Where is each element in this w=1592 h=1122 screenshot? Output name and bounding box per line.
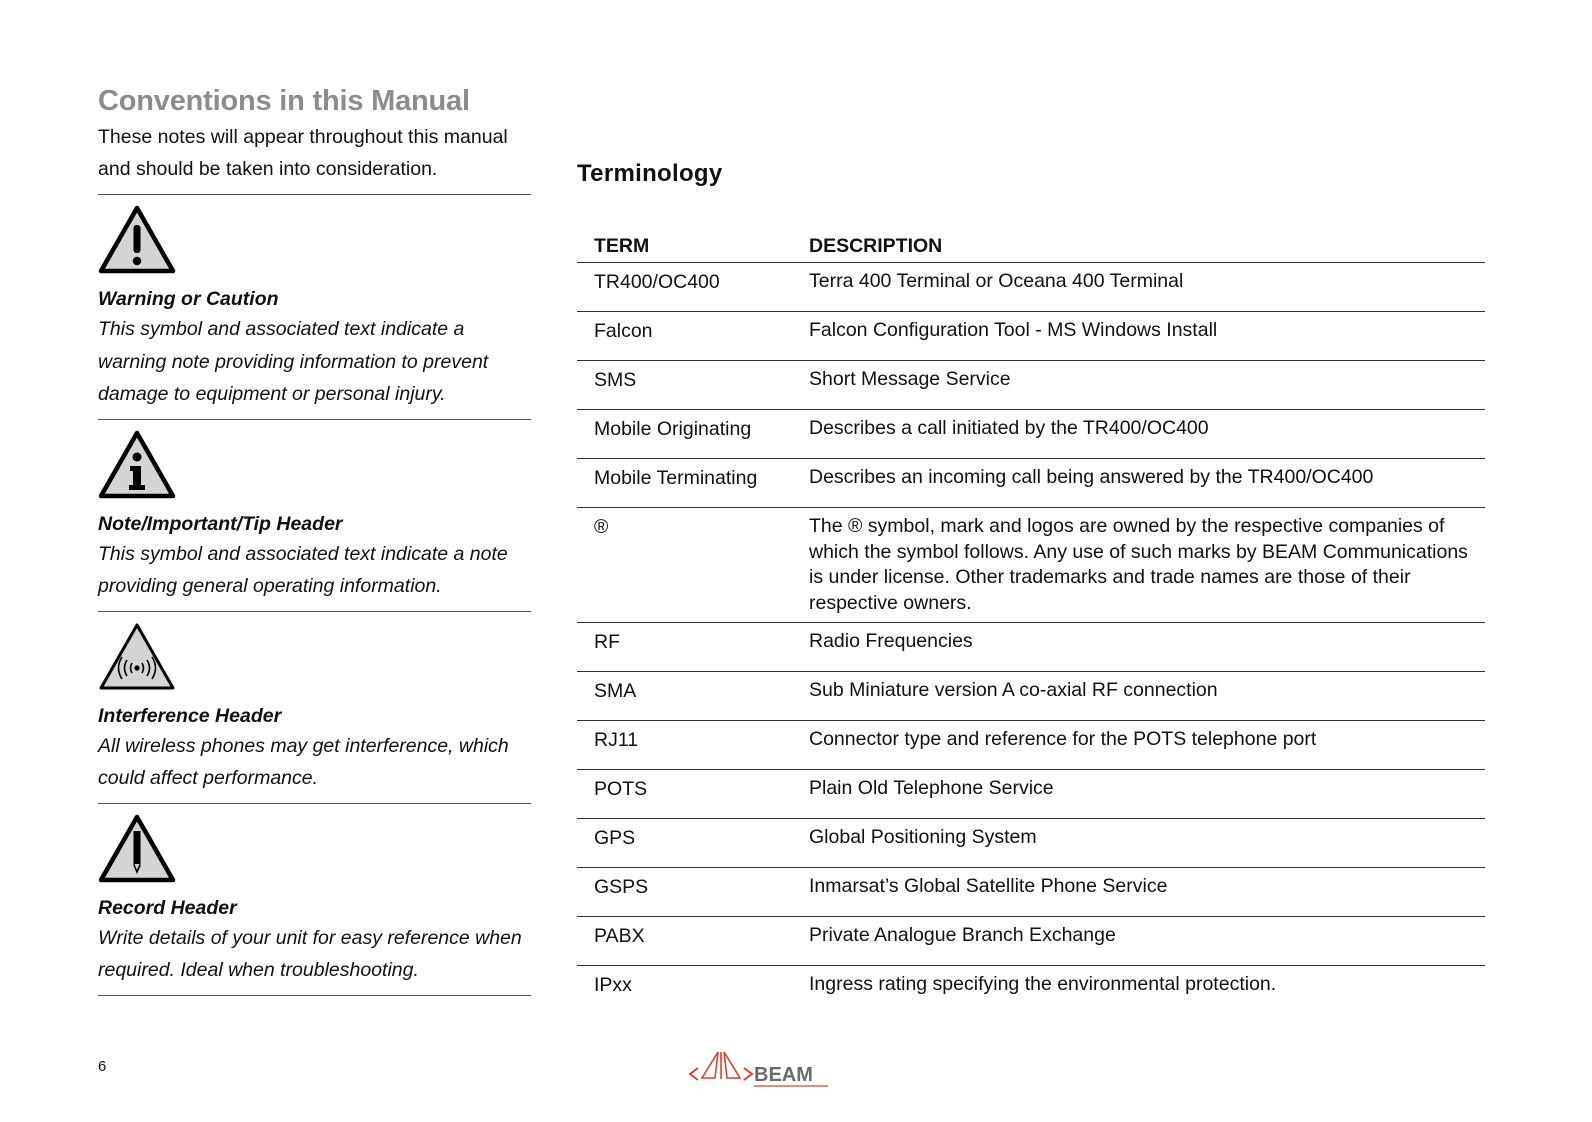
table-row [577, 459, 1485, 508]
table-row [577, 966, 1485, 1015]
beam-logo [688, 1048, 848, 1090]
interference-icon [98, 622, 176, 692]
table-row [577, 312, 1485, 361]
text-line: All wireless phones may get interference, which [98, 734, 509, 757]
convention-heading: Record Header [98, 896, 237, 919]
description-cell: Sub Miniature version A co-axial RF connection [792, 672, 1485, 721]
term-cell: GPS [577, 819, 792, 868]
description-cell: Plain Old Telephone Service [792, 770, 1485, 819]
text-line: warning note providing information to prevent [98, 350, 489, 373]
convention-heading: Note/Important/Tip Header [98, 512, 343, 535]
text-line: damage to equipment or personal injury. [98, 383, 446, 405]
convention-record [98, 804, 531, 995]
table-row [577, 819, 1485, 868]
table-row [577, 263, 1485, 312]
term-cell: POTS [577, 770, 792, 819]
term-column-header: TERM [577, 224, 792, 263]
term-cell: ® [577, 508, 792, 623]
terminology-title: Terminology [577, 160, 723, 187]
term-cell: IPxx [594, 974, 632, 996]
description-cell: Ingress rating specifying the environmental protection. [809, 973, 1277, 995]
page-number: 6 [98, 1058, 107, 1075]
warning-icon [98, 205, 176, 275]
description-cell: Global Positioning System [792, 819, 1485, 868]
convention-text [98, 313, 531, 411]
term-cell: TR400/OC400 [577, 263, 792, 312]
convention-heading: Interference Header [98, 704, 282, 727]
terminology-section [577, 154, 1485, 1014]
term-cell: GSPS [577, 868, 792, 917]
term-cell: Falcon [577, 312, 792, 361]
term-cell: PABX [577, 917, 792, 966]
table-header-row [577, 224, 1485, 263]
description-cell: Radio Frequencies [792, 623, 1485, 672]
text-line: providing general operating information. [98, 575, 442, 597]
text-line: This symbol and associated text indicate a note [98, 542, 508, 565]
term-cell: RJ11 [577, 721, 792, 770]
convention-heading: Warning or Caution [98, 288, 279, 310]
description-cell: Inmarsat’s Global Satellite Phone Service [792, 868, 1485, 917]
convention-text [98, 538, 531, 603]
description-cell: Private Analogue Branch Exchange [792, 917, 1485, 966]
convention-text [98, 922, 531, 987]
text-line: could affect performance. [98, 767, 319, 789]
intro-line-1: These notes will appear throughout this manual [98, 126, 508, 148]
table-row [577, 721, 1485, 770]
conventions-title: Conventions in this Manual [98, 85, 470, 117]
convention-note [98, 420, 531, 611]
description-cell: Terra 400 Terminal or Oceana 400 Terminal [792, 263, 1485, 312]
convention-warning [98, 195, 531, 419]
description-column-header: DESCRIPTION [792, 224, 1485, 263]
description-cell: The ® symbol, mark and logos are owned by the respective companies of which the symbol follows. Any use of such marks by BEAM Communications is under license. Other trademarks and trade names are those of their respective owners. [792, 508, 1485, 623]
term-cell: SMA [577, 672, 792, 721]
convention-text [98, 730, 531, 795]
table-row [577, 623, 1485, 672]
terminology-table [577, 224, 1485, 1014]
table-row [577, 672, 1485, 721]
table-row [577, 508, 1485, 623]
description-cell: Falcon Configuration Tool - MS Windows Install [792, 312, 1485, 361]
terminology-body [577, 263, 1485, 1015]
logo-text: BEAM [754, 1064, 813, 1086]
description-cell: Short Message Service [792, 361, 1485, 410]
divider [98, 995, 531, 996]
description-cell: Connector type and reference for the POTS telephone port [792, 721, 1485, 770]
conventions-section [98, 82, 531, 996]
conventions-intro [98, 122, 531, 185]
term-cell: Mobile Terminating [577, 459, 792, 508]
convention-interference [98, 612, 531, 803]
intro-line-2: and should be taken into consideration. [98, 157, 438, 180]
text-line: Write details of your unit for easy reference when [98, 926, 522, 949]
table-row [577, 868, 1485, 917]
info-icon [98, 430, 176, 500]
term-cell: SMS [577, 361, 792, 410]
text-line: This symbol and associated text indicate a [98, 318, 465, 340]
description-cell: Describes a call initiated by the TR400/OC400 [792, 410, 1485, 459]
text-line: required. Ideal when troubleshooting. [98, 959, 419, 981]
term-cell: Mobile Originating [577, 410, 792, 459]
table-row [577, 361, 1485, 410]
term-cell: RF [577, 623, 792, 672]
pencil-icon [98, 814, 176, 884]
table-row [577, 917, 1485, 966]
table-row [577, 770, 1485, 819]
description-cell: Describes an incoming call being answered by the TR400/OC400 [792, 459, 1485, 508]
table-row [577, 410, 1485, 459]
